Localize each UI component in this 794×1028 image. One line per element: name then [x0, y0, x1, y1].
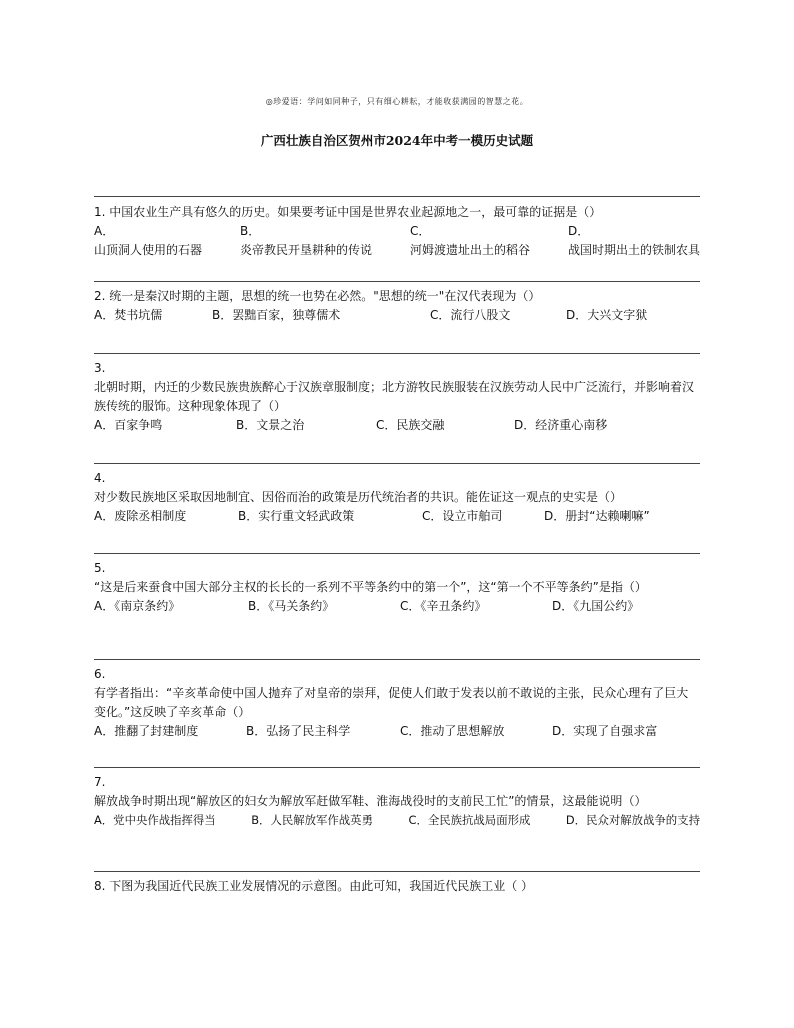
exam-title: 广西壮族自治区贺州市2024年中考一模历史试题: [260, 133, 534, 148]
question-text: 有学者指出：“辛亥革命使中国人抛弃了对皇帝的崇拜，促使人们敢于发表以前不敢说的主张，民众心理有了巨大变化。”这反映了辛亥革命（）: [94, 686, 689, 719]
question-number: 5.: [94, 561, 106, 575]
option-text: 山顶洞人使用的石器: [94, 243, 203, 257]
option-b[interactable]: B．罢黜百家，独尊儒术: [212, 308, 341, 322]
question-text: 下图为我国近代民族工业发展情况的示意图。由此可知，我国近代民族工业（ ）: [109, 879, 534, 893]
question-text: “这是后来蚕食中国大部分主权的长长的一系列不平等条约中的第一个”，这“第一个不平等条约”是指（）: [94, 580, 647, 594]
question-options: [94, 507, 700, 526]
question-5: [94, 553, 700, 659]
option-letter: C．: [409, 224, 431, 238]
question-list: [94, 196, 700, 907]
option-d[interactable]: D．经济重心南移: [514, 418, 608, 432]
question-8: [94, 871, 700, 907]
option-text: 河姆渡遗址出土的稻谷: [409, 243, 530, 257]
question-number: 8.: [94, 879, 106, 893]
option-d[interactable]: D．《九国公约》: [552, 599, 640, 613]
question-stem: [94, 203, 700, 222]
option-d[interactable]: [568, 222, 700, 260]
question-options: [94, 811, 700, 830]
question-2: [94, 281, 700, 353]
question-text: 解放战争时期出现“解放区的妇女为解放军赶做军鞋、淮海战役时的支前民工忙”的情景，这最能说明（）: [94, 794, 647, 808]
option-a[interactable]: A．党中央作战指挥得当: [94, 813, 216, 827]
option-c[interactable]: C．全民族抗战局面形成: [408, 813, 531, 827]
option-letter: A．: [94, 224, 115, 238]
question-6: [94, 659, 700, 767]
question-number: 2.: [94, 289, 106, 303]
question-3: [94, 353, 700, 463]
option-letter: B．: [239, 224, 261, 238]
option-c[interactable]: C．民族交融: [376, 418, 445, 432]
option-b[interactable]: B．人民解放军作战英勇: [251, 813, 373, 827]
question-number: 1.: [94, 205, 106, 219]
question-text: 中国农业生产具有悠久的历史。如果要考证中国是世界农业起源地之一，最可靠的证据是（）: [109, 205, 602, 219]
option-a[interactable]: A．废除丞相制度: [94, 509, 187, 523]
question-number: 4.: [94, 471, 106, 485]
option-d[interactable]: D．实现了自强求富: [552, 724, 658, 738]
option-text: 炎帝教民开垦耕种的传说: [239, 243, 372, 257]
option-a[interactable]: A．百家争鸣: [94, 418, 163, 432]
option-c[interactable]: [410, 222, 530, 260]
question-number: 3.: [94, 361, 106, 375]
question-options: [94, 222, 700, 260]
option-d[interactable]: D．民众对解放战争的支持: [565, 813, 700, 827]
question-4: [94, 463, 700, 553]
option-b[interactable]: B．弘扬了民主科学: [246, 724, 351, 738]
option-a[interactable]: [94, 222, 202, 260]
option-b[interactable]: B．文景之治: [236, 418, 305, 432]
question-options: [94, 306, 700, 325]
option-b[interactable]: B．实行重文轻武政策: [238, 509, 355, 523]
question-stem: [94, 877, 700, 896]
option-a[interactable]: A．焚书坑儒: [94, 308, 163, 322]
question-1: [94, 196, 700, 281]
question-text: 统一是秦汉时期的主题，思想的统一也势在必然。"思想的统一"在汉代表现为（）: [109, 289, 541, 303]
option-b[interactable]: B．《马关条约》: [248, 599, 335, 613]
question-number: 7.: [94, 775, 106, 789]
option-d[interactable]: D．册封“达赖喇嘛”: [544, 509, 650, 523]
question-text: 北朝时期，内迁的少数民族贵族醉心于汉族章服制度；北方游牧民族服装在汉族劳动人民中广泛流行，并影响着汉族传统的服饰。这种现象体现了（）: [94, 380, 695, 413]
question-options: [94, 416, 700, 435]
option-a[interactable]: A．《南京条约》: [94, 599, 181, 613]
question-text: 对少数民族地区采取因地制宜、因俗而治的政策是历代统治者的共识。能佐证这一观点的史实是（）: [94, 490, 623, 504]
option-letter: D．: [567, 224, 590, 238]
question-options: [94, 722, 700, 741]
option-c[interactable]: C．推动了思想解放: [400, 724, 505, 738]
question-options: [94, 597, 700, 616]
question-stem: [94, 287, 700, 306]
option-d[interactable]: D．大兴文字狱: [566, 308, 648, 322]
question-number: 6.: [94, 667, 106, 681]
option-text: 战国时期出土的铁制农具: [567, 243, 700, 257]
option-c[interactable]: C．流行八股文: [430, 308, 511, 322]
page-motto: ◎珍爱语：学问如同种子，只有细心耕耘，才能收获满园的智慧之花。: [265, 97, 529, 106]
option-c[interactable]: C．《辛丑条约》: [400, 599, 487, 613]
option-a[interactable]: A．推翻了封建制度: [94, 724, 199, 738]
question-7: [94, 767, 700, 871]
option-b[interactable]: [240, 222, 372, 260]
option-c[interactable]: C．设立市舶司: [422, 509, 503, 523]
